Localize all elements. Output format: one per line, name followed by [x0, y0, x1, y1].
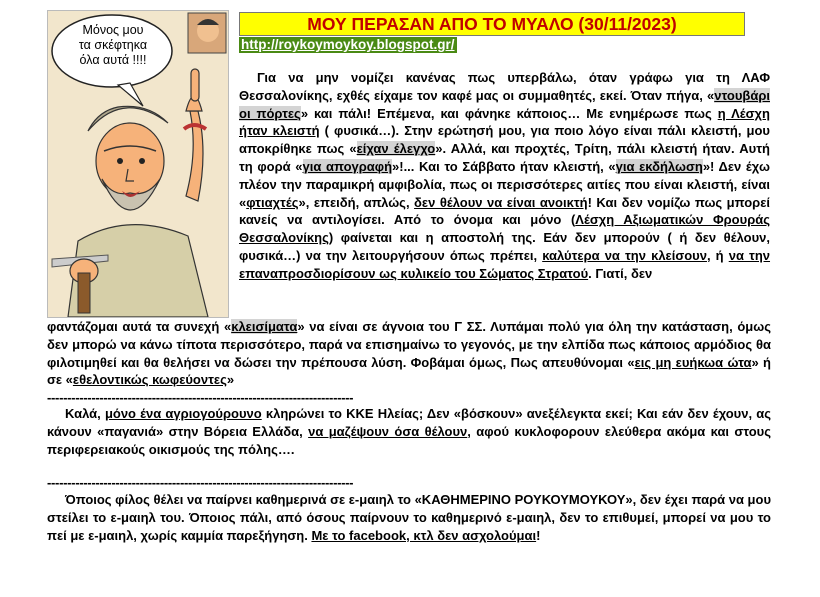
text-underline: η Λέσχη ήταν κλειστή — [239, 105, 770, 139]
paragraph-laf-continued — [47, 318, 771, 389]
bubble-line: όλα αυτά !!!! — [79, 53, 147, 67]
text-highlight: είχαν έλεγχο — [356, 141, 436, 157]
text: Για να μην νομίζει κανένας πως υπερβάλω, όταν γράφω για τη ΛΑΦ Θεσσαλονίκης, εχθές είχαμε τον καφέ μας οι συμμαθητές, εκεί. Όταν πήγα, « — [239, 70, 770, 103]
text: ». Αλλά, και προχτές, Τρίτη, πάλι κλειστή ήταν. Αυτή τη φορά « — [239, 141, 770, 174]
text-underline: Λέσχη Αξιωματικών Φρουράς Θεσσαλονίκης — [239, 212, 770, 246]
text: » ή σε « — [47, 354, 771, 388]
text-highlight: για απογραφή — [302, 158, 393, 174]
text-highlight: ντουβάρι οι πόρτες — [239, 87, 770, 121]
text: ( φυσικά…). Στην ερώτησή μου, για ποιο λόγο είναι πάλι κλειστή, μου αποκρίθηκε πως « — [239, 123, 770, 157]
text-underline: εις μη ευήκωα ώτα — [634, 354, 752, 370]
text: κληρώνει το ΚΚΕ Ηλείας; Δεν «βόσκουν» ανεξέλεγκτα εκεί; Και εάν δεν έχουν, ας κάνουν «παγανιά» στην Βόρεια Ελλάδα, — [47, 406, 772, 439]
text-highlight: κλεισίματα — [231, 319, 298, 334]
divider: ---------------------------------------------------------------------------- — [47, 390, 354, 405]
paragraph-laf — [239, 69, 770, 283]
text-underline: να την επαναπροσδιορίσουν ως κυλικείο του Σώματος Στρατού — [239, 247, 771, 281]
text: ! — [536, 527, 541, 543]
text-underline: φτιαχτές — [246, 194, 299, 210]
text: Όποιος φίλος θέλει να παίρνει καθημερινά σε ε-μαιηλ το «ΚΑΘΗΜΕΡΙΝΟ ΡΟΥΚΟΥΜΟΥΚΟΥ», δεν έχει παρά να μου στείλει το ε-μαιηλ του. Όποιος πάλι, από όσους παίρνουν το καθημερινό ε-μαιηλ, δεν το επιθυμεί, μπορεί να μου το πεί με ε-μαιηλ, χωρίς καμμία παρεξήγηση. — [47, 492, 772, 543]
text-underline: εθελοντικώς κωφεύοντες — [72, 372, 227, 388]
text: »!... Και το Σάββατο ήταν κλειστή, « — [392, 158, 616, 174]
text: » και πάλι! Επέμενα, και φάνηκε κάποιος… Με ενημέρωσε πως — [300, 105, 718, 121]
text: ! Και δεν νομίζω πως μπορεί κανείς να αντιλογίσει. Από το όνομα και μόνο ( — [239, 194, 770, 228]
text-underline: Με το facebook, κτλ δεν ασχολούμαι — [311, 527, 537, 543]
text-underline: δεν θέλουν να είναι ανοικτή — [414, 194, 588, 210]
text-underline: να μαζέψουν όσα θέλουν — [308, 423, 468, 439]
text: » να είναι σε άγνοια του Γ ΣΣ. Λυπάμαι πολύ για όλη την κατάσταση, όμως δεν μπορώ να κάνω τίποτα περισσότερο, παρά να επισημαίνω το γεγονός, με την ελπίδα πως κάποιος αρμόδιος θα φιλοτιμηθεί και θα θελήσει να δώσει την πρέπουσα λύση. Φοβάμαι όμως, Πως απευθύνομαι « — [47, 319, 771, 370]
paragraph-newsletter — [47, 491, 771, 544]
text: », επειδή, απλώς, — [298, 194, 415, 210]
text: φαντάζομαι αυτά τα συνεχή « — [47, 319, 232, 334]
page-title: ΜΟΥ ΠΕΡΑΣΑΝ ΑΠΟ ΤΟ ΜΥΑΛΟ (30/11/2023) — [239, 12, 745, 36]
text: , ή — [706, 247, 729, 263]
text-underline: καλύτερα να την κλείσουν — [542, 247, 707, 263]
text: , αφού κυκλοφορουν ελεύθερα ακόμα και στους περιφερειακούς οικισμούς της πόλης…. — [47, 423, 772, 457]
text: . Γιατί, δεν — [588, 265, 653, 281]
paragraph-boar — [47, 405, 771, 458]
bubble-line: τα σκέφτηκα — [78, 38, 148, 52]
text-underline: μόνο ένα αγριογούρουνο — [104, 406, 262, 421]
divider: ---------------------------------------------------------------------------- — [47, 475, 354, 490]
bubble-line: Μόνος μου — [82, 23, 144, 37]
text-highlight: για εκδήλωση — [615, 158, 703, 174]
cartoon-illustration — [47, 10, 229, 318]
text: »! Δεν έχω πλέον την παραμικρή αμφιβολία, πως οι περισσότερες αιτίες που είναι κλειστή, είναι « — [239, 158, 770, 210]
text: Καλά, — [65, 406, 105, 421]
text: » — [226, 372, 235, 388]
text: ) φαίνεται και η αποστολή της. Εάν δεν μπορούν ( ή δεν θέλουν, φυσικά…) να την λειτουργήσουν όπως πρέπει, — [239, 230, 770, 263]
blog-link[interactable]: http://roykoymoykoy.blogspot.gr/ — [241, 37, 455, 52]
speech-bubble-text — [62, 23, 164, 68]
